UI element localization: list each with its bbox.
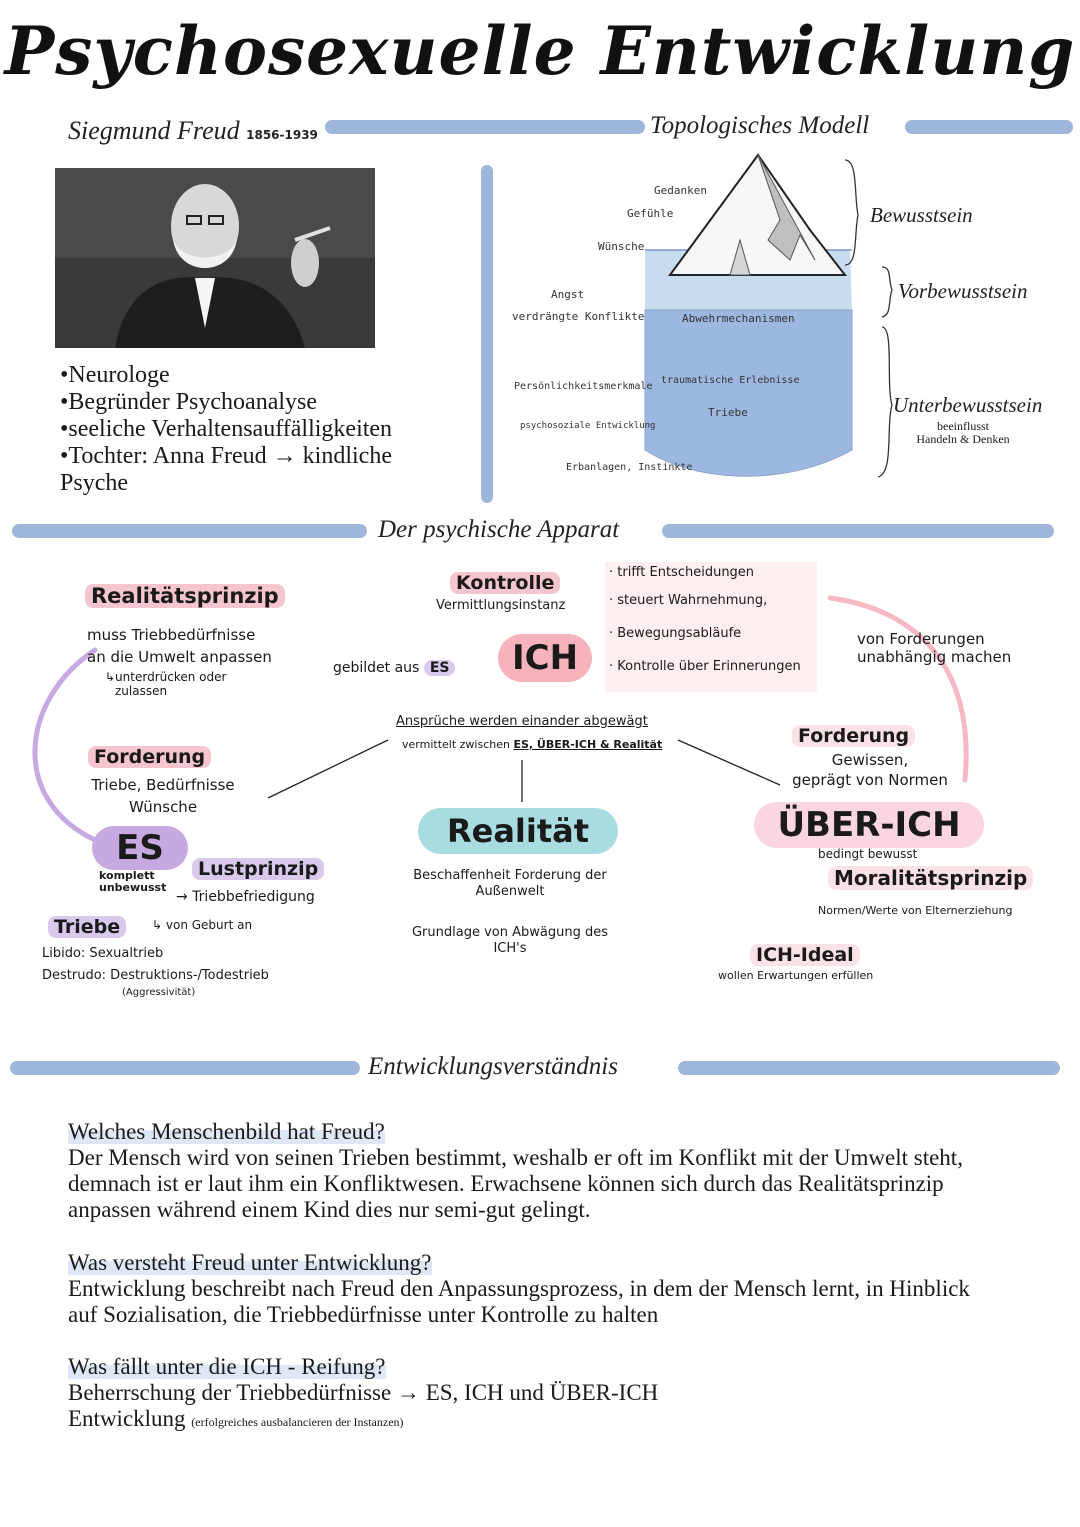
bullet-item: •Tochter: Anna Freud → kindliche Psyche bbox=[60, 443, 392, 496]
reality-principle-title bbox=[85, 584, 285, 608]
divider-bar bbox=[678, 1061, 1060, 1075]
note-line: von Forderungen bbox=[857, 630, 985, 648]
reality-principle-note bbox=[105, 670, 226, 698]
unconscious-note bbox=[893, 420, 1033, 446]
note-line: Handeln & Denken bbox=[916, 432, 1010, 446]
ueberich-demand-desc bbox=[790, 750, 950, 790]
desc-line: an die Umwelt anpassen bbox=[87, 648, 272, 666]
label-defense: Abwehrmechanismen bbox=[682, 312, 795, 325]
moral-principle bbox=[828, 866, 1033, 890]
destrudo: Destrudo: Destruktions-/Todestrieb bbox=[42, 968, 269, 983]
reality-basis bbox=[390, 925, 630, 957]
label-psychosocial: psychosoziale Entwicklung bbox=[520, 421, 656, 431]
note-line: zulassen bbox=[115, 684, 168, 698]
desc-line: geprägt von Normen bbox=[792, 771, 948, 789]
es-demand-desc bbox=[78, 774, 248, 818]
reality-principle-label: Realitätsprinzip bbox=[85, 584, 285, 608]
es-badge: ES bbox=[92, 826, 188, 870]
bullet-item: •Neurologe bbox=[60, 362, 170, 388]
bullet-item: •seeliche Verhaltensauffälligkeiten bbox=[60, 416, 393, 442]
ich-ideal bbox=[750, 944, 860, 966]
qa-block-3 bbox=[68, 1354, 988, 1435]
lust-label: Lustprinzip bbox=[192, 858, 324, 880]
page-title: Psychosexuelle Entwicklung bbox=[4, 12, 1076, 90]
desc-line: Triebe, Bedürfnisse bbox=[91, 776, 235, 794]
level-preconscious: Vorbewusstsein bbox=[898, 279, 1028, 303]
answer: Entwicklung beschreibt nach Freud den Anpassungsprozess, in dem der Mensch lernt, in Hinblick auf Sozialisation, die Triebbedürfnisse unter Kontrolle zu halten bbox=[68, 1276, 970, 1327]
qa-block-1 bbox=[68, 1119, 978, 1223]
freud-years: 1856-1939 bbox=[246, 128, 318, 142]
label-genes: Erbanlagen, Instinkte bbox=[566, 462, 693, 473]
desc-line: Außenwelt bbox=[475, 884, 545, 899]
center-line2 bbox=[402, 738, 662, 751]
control-title bbox=[450, 572, 560, 594]
es-sub bbox=[99, 870, 166, 894]
lust-arrow: → Triebbefriedigung bbox=[176, 889, 315, 905]
bullet-item: •Begründer Psychoanalyse bbox=[60, 389, 318, 415]
desc-line: Beschaffenheit Forderung der bbox=[413, 868, 607, 883]
desc-line: ICH's bbox=[493, 941, 527, 956]
center-line2-parties: ES, ÜBER-ICH & Realität bbox=[513, 738, 663, 751]
libido: Libido: Sexualtrieb bbox=[42, 946, 164, 961]
formed-es: ES bbox=[424, 660, 456, 676]
vertical-divider bbox=[481, 165, 493, 503]
ueberich-sub: bedingt bewusst bbox=[818, 847, 918, 861]
moral-desc: Normen/Werte von Elternerziehung bbox=[818, 904, 1013, 917]
note-line: unabhängig machen bbox=[857, 648, 1012, 666]
ich-ideal-desc: wollen Erwartungen erfüllen bbox=[718, 969, 874, 982]
task-item: · steuert Wahrnehmung, bbox=[609, 593, 768, 608]
label-repressed: verdrängte Konflikte bbox=[512, 310, 645, 323]
note-line: beeinflusst bbox=[937, 419, 989, 433]
ich-tasks bbox=[605, 562, 817, 692]
desc-line: Grundlage von Abwägung des bbox=[411, 925, 608, 940]
ueberich-badge: ÜBER-ICH bbox=[754, 802, 984, 848]
desc-line: muss Triebbedürfnisse bbox=[87, 626, 256, 644]
divider-bar bbox=[325, 120, 645, 134]
center-line2-text: vermittelt zwischen bbox=[402, 738, 510, 751]
independence-note bbox=[857, 630, 1011, 666]
reality-desc bbox=[390, 868, 630, 900]
label-drives: Triebe bbox=[708, 406, 748, 419]
question: Was versteht Freud unter Entwicklung? bbox=[68, 1250, 432, 1275]
question: Welches Menschenbild hat Freud? bbox=[68, 1119, 385, 1144]
formed-from bbox=[333, 660, 455, 676]
label-wishes: Wünsche bbox=[598, 240, 645, 253]
qa-block-2 bbox=[68, 1250, 988, 1328]
ich-badge: ICH bbox=[498, 634, 592, 682]
task-item: · Bewegungsabläufe bbox=[609, 626, 742, 641]
sub-line: unbewusst bbox=[99, 881, 167, 894]
ueberich-demand-label: Forderung bbox=[792, 725, 915, 747]
divider-bar bbox=[662, 524, 1054, 538]
answer: Der Mensch wird von seinen Trieben bestimmt, weshalb er oft im Konflikt mit der Umwelt steht, demnach ist er laut ihm ein Konfliktwesen. Erwachsene können sich durch das Realitätsprinzip anpassen während einem Kind dies nur semi-gut gelingt. bbox=[68, 1145, 963, 1222]
control-sub: Vermittlungsinstanz bbox=[436, 598, 566, 613]
freud-bullets bbox=[60, 362, 460, 497]
sub-line: komplett bbox=[99, 869, 155, 882]
label-feelings: Gefühle bbox=[627, 207, 674, 220]
answer-text: Entwicklung bbox=[68, 1406, 186, 1431]
label-trauma: traumatische Erlebnisse bbox=[661, 375, 800, 386]
es-demand-label: Forderung bbox=[88, 746, 211, 768]
es-demand-title bbox=[88, 746, 211, 768]
freud-name-text: Siegmund Freud bbox=[68, 116, 240, 145]
drives-label: Triebe bbox=[48, 916, 126, 938]
answer-cont bbox=[68, 1406, 988, 1435]
reality-principle-desc bbox=[87, 624, 272, 668]
reality-badge: Realität bbox=[418, 808, 618, 854]
question: Was fällt unter die ICH - Reifung? bbox=[68, 1354, 386, 1379]
ich-ideal-label: ICH-Ideal bbox=[750, 944, 860, 966]
drives-note: ↳ von Geburt an bbox=[152, 918, 253, 932]
freud-portrait bbox=[55, 168, 375, 348]
divider-bar bbox=[10, 1061, 360, 1075]
center-line1: Ansprüche werden einander abgewägt bbox=[396, 714, 648, 729]
formed-from-text: gebildet aus bbox=[333, 660, 420, 676]
desc-line: Wünsche bbox=[128, 798, 198, 816]
level-conscious: Bewusstsein bbox=[870, 203, 973, 227]
note-line: ↳unterdrücken oder bbox=[105, 670, 227, 684]
moral-label: Moralitätsprinzip bbox=[828, 866, 1033, 890]
freud-name bbox=[68, 116, 318, 146]
task-item: · trifft Entscheidungen bbox=[609, 565, 755, 580]
level-unconscious: Unterbewusstsein bbox=[893, 393, 1043, 417]
task-item: · Kontrolle über Erinnerungen bbox=[609, 659, 801, 674]
apparatus-heading: Der psychische Apparat bbox=[378, 516, 620, 543]
label-personality: Persönlichkeitsmerkmale bbox=[514, 381, 653, 392]
portrait-icon bbox=[55, 168, 375, 348]
ueberich-demand-title bbox=[792, 725, 915, 747]
lust-principle bbox=[192, 858, 324, 880]
aggression: (Aggressivität) bbox=[122, 987, 196, 998]
answer-note: (erfolgreiches ausbalancieren der Instanzen) bbox=[191, 1415, 404, 1429]
control-label: Kontrolle bbox=[450, 572, 560, 594]
divider-bar bbox=[905, 120, 1073, 134]
desc-line: Gewissen, bbox=[831, 751, 909, 769]
label-thoughts: Gedanken bbox=[654, 184, 707, 197]
divider-bar bbox=[12, 524, 367, 538]
drives-title bbox=[48, 916, 126, 938]
answer: Beherrschung der Triebbedürfnisse → ES, ICH und ÜBER-ICH bbox=[68, 1380, 659, 1405]
label-fear: Angst bbox=[551, 288, 585, 301]
topology-heading: Topologisches Modell bbox=[650, 112, 870, 139]
development-heading: Entwicklungsverständnis bbox=[368, 1053, 618, 1080]
